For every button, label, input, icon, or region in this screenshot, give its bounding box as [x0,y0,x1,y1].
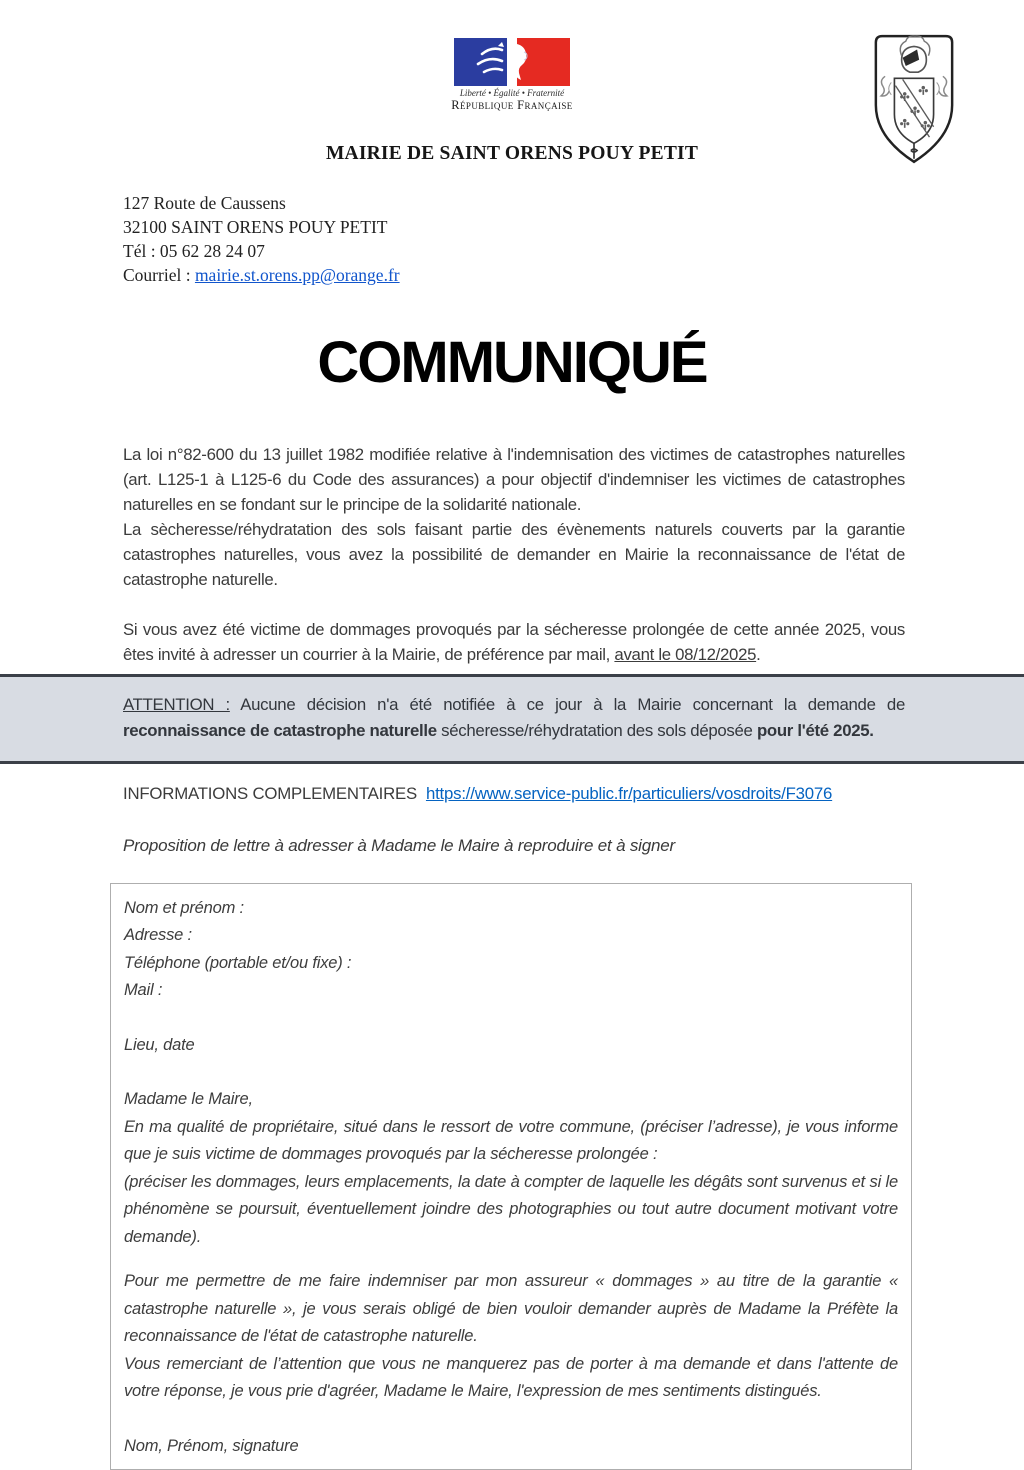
letter-field-phone: Téléphone (portable et/ou fixe) : [124,953,352,972]
attention-text-bold-1: reconnaissance de catastrophe naturelle [123,720,437,740]
attention-text-2: sécheresse/réhydratation des sols déposée [436,720,757,740]
email-link[interactable]: mairie.st.orens.pp@orange.fr [194,265,400,285]
republique-francaise-logo [447,38,577,113]
letter-body-2: (préciser les dommages, leurs emplacements, la date à compter de laquelle les dégâts sont survenus et si le phénomène se poursuit, éventuellement joindre des photographies ou tout autre document motivant votre demande). [124,1172,898,1246]
deadline-underlined: avant le 08/12/2025 [614,644,757,664]
letter-body-1: En ma qualité de propriétaire, situé dans le ressort de votre commune, (préciser l’adresse), je vous informe que je suis victime de dommages provoqués par la sécheresse prolongée : [124,1117,898,1164]
letter-body-3: Pour me permettre de me faire indemniser par mon assureur « dommages » au titre de la garantie « catastrophe naturelle », je vous serais obligé de bien vouloir demander auprès de Madame la Préfète la reconnaissance de l'état de catastrophe naturelle. [124,1272,898,1346]
coat-of-arms-icon [870,33,958,167]
address-block [123,191,1024,287]
logo-motto: Liberté • Égalité • Fraternité [459,88,565,98]
service-public-link[interactable]: https://www.service-public.fr/particuliers/vosdroits/F3076 [425,783,833,803]
letter-field-mail: Mail : [124,981,163,1000]
attention-text-bold-2: pour l'été 2025. [756,720,874,740]
info-line [123,784,905,804]
email-line [123,263,1024,287]
info-label: INFORMATIONS COMPLEMENTAIRES [123,783,417,803]
page-title: COMMUNIQUÉ [317,330,707,395]
letter-field-address: Adresse : [124,926,192,945]
email-label: Courriel : [123,265,195,285]
body-text [123,442,905,667]
address-line-1: 127 Route de Caussens [123,193,286,213]
french-flag-icon [454,38,570,86]
logo-republic-label: République Française [451,98,573,112]
paragraph-victime [123,617,905,667]
letter-signature-line: Nom, Prénom, signature [124,1436,299,1455]
letter-salutation: Madame le Maire, [124,1090,253,1109]
letter-body-4: Vous remerciant de l’attention que vous ne manquerez pas de porter à ma demande et dans l'attente de votre réponse, je vous prie d'agréer, Madame le Maire, l'expression de mes sentiments distingués. [124,1354,898,1401]
attention-label: ATTENTION : [123,694,230,714]
attention-banner [0,674,1024,764]
letter-field-name: Nom et prénom : [124,898,244,917]
attention-text-1: Aucune décision n'a été notifiée à ce jour à la Mairie concernant la demande de [229,694,905,714]
paragraph-law: La loi n°82-600 du 13 juillet 1982 modifiée relative à l'indemnisation des victimes de catastrophes naturelles (art. L125-1 à L125-6 du Code des assurances) a pour objectif d'indemniser les victimes de catastrophes naturelles en se fondant sur le principe de la solidarité nationale. [123,444,905,514]
proposition-line: Proposition de lettre à adresser à Madame le Maire à reproduire et à signer [123,835,675,855]
letter-place-date: Lieu, date [124,1035,195,1054]
letter-template-box [110,883,912,1470]
paragraph-victime-end: . [756,644,761,664]
phone-line: Tél : 05 62 28 24 07 [123,241,265,261]
paragraph-secheresse: La sècheresse/réhydratation des sols faisant partie des évènements naturels couverts par la garantie catastrophes naturelles, vous avez la possibilité de demander en Mairie la reconnaissance de l'état de catastrophe naturelle. [123,519,905,589]
org-name: MAIRIE DE SAINT ORENS POUY PETIT [325,143,699,164]
paragraph-victime-text: Si vous avez été victime de dommages provoqués par la sécheresse prolongée de cette année 2025, vous êtes invité à adresser un courrier à la Mairie, de préférence par mail, [123,619,905,664]
address-line-2: 32100 SAINT ORENS POUY PETIT [123,217,388,237]
